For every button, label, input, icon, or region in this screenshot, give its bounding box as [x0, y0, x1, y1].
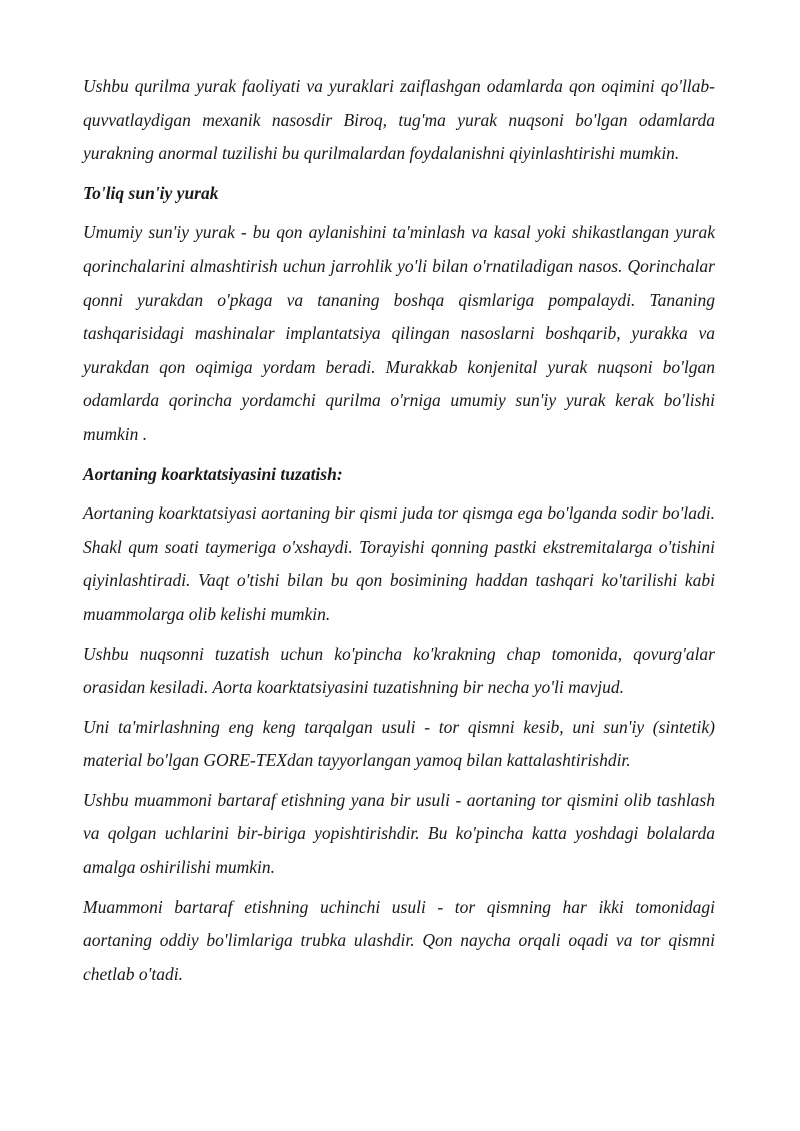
document-page: [83, 70, 715, 997]
heading-total-artificial-heart: To'liq sun'iy yurak: [83, 182, 219, 203]
paragraph-repair-method-patch: Uni ta'mirlashning eng keng tarqalgan usuli - tor qismni kesib, uni sun'iy (sintetik) material bo'lgan GORE-TEXdan tayyorlangan yamoq bilan kattalashtirishdir.: [83, 716, 715, 771]
paragraph-heart-pump-intro: Ushbu qurilma yurak faoliyati va yuraklari zaiflashgan odamlarda qon oqimini qo'llab-quvvatlaydigan mexanik nasosdir Biroq, tug'ma yurak nuqsoni bo'lgan odamlarda yurakning anormal tuzilishi bu qurilmalardan foydalanishni qiyinlashtirishi mumkin.: [83, 76, 715, 164]
heading-coarctation-repair: Aortaning koarktatsiyasini tuzatish:: [83, 463, 343, 484]
paragraph-coarctation-definition: Aortaning koarktatsiyasi aortaning bir qismi juda tor qismga ega bo'lganda sodir bo'ladi. Shakl qum soati taymeriga o'xshaydi. Torayishi qonning pastki ekstremitalarga o'tishini qiyinlashtiradi. Vaqt o'tishi bilan bu qon bosimining haddan tashqari ko'tarilishi kabi muammolarga olib kelishi mumkin.: [83, 503, 715, 624]
paragraph-repair-method-bypass: Muammoni bartaraf etishning uchinchi usuli - tor qismning har ikki tomonidagi aortaning oddiy bo'limlariga trubka ulashdir. Qon naycha orqali oqadi va tor qismni chetlab o'tadi.: [83, 896, 715, 984]
paragraph-total-artificial-heart: Umumiy sun'iy yurak - bu qon aylanishini ta'minlash va kasal yoki shikastlangan yurak qorinchalarini almashtirish uchun jarrohlik yo'li bilan o'rnatiladigan nasos. Qorinchalar qonni yurakdan o'pkaga va tananing boshqa qismlariga pompalaydi. Tananing tashqarisidagi mashinalar implantatsiya qilingan nasoslarni boshqarib, yurakka va yurakdan qon oqimiga yordam beradi. Murakkab konjenital yurak nuqsoni bo'lgan odamlarda qorincha yordamchi qurilma o'rniga umumiy sun'iy yurak kerak bo'lishi mumkin .: [83, 222, 715, 444]
paragraph-coarctation-incision: Ushbu nuqsonni tuzatish uchun ko'pincha ko'krakning chap tomonida, qovurg'alar orasidan kesiladi. Aorta koarktatsiyasini tuzatishning bir necha yo'li mavjud.: [83, 643, 715, 698]
paragraph-repair-method-resection: Ushbu muammoni bartaraf etishning yana bir usuli - aortaning tor qismini olib tashlash va qolgan uchlarini bir-biriga yopishtirishdir. Bu ko'pincha katta yoshdagi bolalarda amalga oshirilishi mumkin.: [83, 789, 715, 878]
